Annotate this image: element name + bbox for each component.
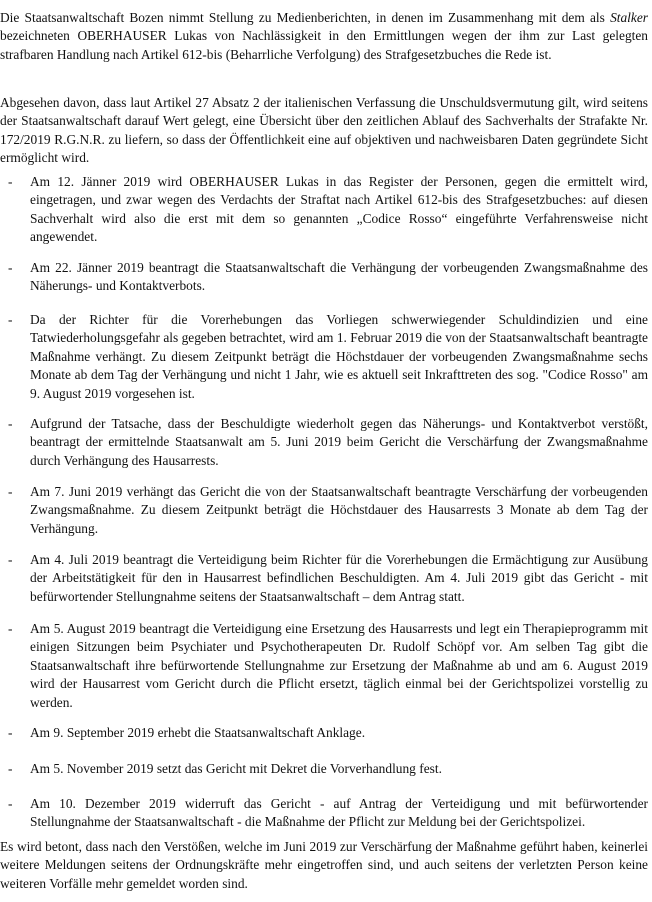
- bullet-dash: -: [8, 260, 13, 275]
- bullet-dash: -: [8, 312, 13, 327]
- timeline-item: [0, 724, 648, 742]
- bullet-dash: -: [8, 552, 13, 567]
- timeline-item-text: Am 7. Juni 2019 verhängt das Gericht die von der Staatsanwaltschaft beantragte Verschärfung der vorbeugenden Zwangsmaßnahme. Zu diesem Zeitpunkt beträgt die Höchstdauer des Hausarrests 3 Monate ab dem Tag der Verhängung.: [30, 484, 648, 536]
- timeline-item: [0, 483, 648, 538]
- timeline-item: [0, 311, 648, 403]
- bullet-dash: -: [8, 725, 13, 740]
- bullet-dash: -: [8, 484, 13, 499]
- intro-paragraph: [0, 9, 648, 64]
- context-paragraph: Abgesehen davon, dass laut Artikel 27 Absatz 2 der italienischen Verfassung die Unschuldsvermutung gilt, wird seitens der Staatsanwaltschaft darauf Wert gelegt, eine Übersicht über den zeitlichen Ablauf des Sachverhalts der Strafakte Nr. 172/2019 R.G.N.R. zu liefern, so dass der Öffentlichkeit eine auf objektiven und nachweisbaren Daten gegründete Sicht ermöglicht wird.: [0, 95, 648, 166]
- timeline-item: [0, 795, 648, 832]
- timeline-item: [0, 551, 648, 606]
- timeline-item-text: Am 5. August 2019 beantragt die Verteidigung eine Ersetzung des Hausarrests und legt ein Therapieprogramm mit einigen Sitzungen beim Psychiater und Psychotherapeuten Dr. Rudolf Schöpf vor. Am selben Tag gibt die Staatsanwaltschaft ihre befürwortende Stellungnahme zur Ersetzung der Maßnahme ab und am 6. August 2019 wird der Hausarrest vom Gericht durch die Pflicht ersetzt, täglich einmal bei der Gerichtspolizei vorstellig zu werden.: [30, 621, 648, 710]
- timeline-item: [0, 173, 648, 247]
- bullet-dash: -: [8, 416, 13, 431]
- bullet-dash: -: [8, 761, 13, 776]
- timeline-item-text: Am 22. Jänner 2019 beantragt die Staatsanwaltschaft die Verhängung der vorbeugenden Zwangsmaßnahme des Näherungs- und Kontaktverbots.: [30, 260, 648, 294]
- timeline-item-text: Am 10. Dezember 2019 widerruft das Gericht - auf Antrag der Verteidigung und mit befürwortender Stellungnahme der Staatsanwaltschaft - die Maßnahme der Pflicht zur Meldung bei der Gerichtspolizei.: [30, 796, 648, 830]
- timeline-item: [0, 415, 648, 470]
- timeline-item-text: Am 4. Juli 2019 beantragt die Verteidigung beim Richter für die Vorerhebungen die Ermächtigung zur Ausübung der Arbeitstätigkeit für den in Hausarrest befindlichen Beschuldigten. Am 4. Juli 2019 gibt das Gericht - mit befürwortender Stellungnahme seitens der Staatsanwaltschaft – dem Antrag statt.: [30, 552, 648, 604]
- bullet-dash: -: [8, 174, 13, 189]
- bullet-dash: -: [8, 796, 13, 811]
- timeline-item: [0, 620, 648, 712]
- stalker-term: Stalker: [610, 10, 648, 25]
- intro-text-start: Die Staatsanwaltschaft Bozen nimmt Stellung zu Medienberichten, in denen im Zusammenhang mit dem als: [0, 10, 605, 25]
- timeline-item-text: Am 12. Jänner 2019 wird OBERHAUSER Lukas in das Register der Personen, gegen die ermittelt wird, eingetragen, und zwar wegen des Verdachts der Straftat nach Artikel 612-bis des Strafgesetzbuches: auf diesen Sachverhalt wird also die erst mit dem so genannten „Codice Rosso“ eingeführte Verfahrensweise nicht angewendet.: [30, 174, 648, 245]
- intro-text-end: bezeichneten OBERHAUSER Lukas von Nachlässigkeit in den Ermittlungen wegen der ihm zur Last gelegten strafbaren Handlung nach Artikel 612-bis (Beharrliche Verfolgung) des Strafgesetzbuches die Rede ist.: [0, 28, 648, 62]
- timeline-item-text: Am 9. September 2019 erhebt die Staatsanwaltschaft Anklage.: [30, 725, 366, 740]
- timeline-item-text: Am 5. November 2019 setzt das Gericht mit Dekret die Vorverhandlung fest.: [30, 761, 442, 776]
- bullet-dash: -: [8, 621, 13, 636]
- closing-paragraph: Es wird betont, dass nach den Verstößen, welche im Juni 2019 zur Verschärfung der Maßnahme geführt haben, keinerlei weitere Meldungen seitens der Ordnungskräfte mehr eingetroffen sind, und auch seitens der verletzten Person keine weiteren Vorfälle mehr gemeldet worden sind.: [0, 839, 648, 891]
- timeline-item: [0, 259, 648, 296]
- timeline-item-text: Da der Richter für die Vorerhebungen das Vorliegen schwerwiegender Schuldindizien und eine Tatwiederholungsgefahr als gegeben betrachtet, wird am 1. Februar 2019 die von der Staatsanwaltschaft beantragte Maßnahme verhängt. Zu diesem Zeitpunkt beträgt die Höchstdauer der vorbeugenden Zwangsmaßnahme sechs Monate ab dem Tag der Verhängung und nicht 1 Jahr, wie es aktuell seit Inkrafttreten des sog. "Codice Rosso" am 9. August 2019 vorgesehen ist.: [30, 312, 648, 401]
- timeline-item-text: Aufgrund der Tatsache, dass der Beschuldigte wiederholt gegen das Näherungs- und Kontaktverbot verstößt, beantragt der ermittelnde Staatsanwalt am 5. Juni 2019 beim Gericht die Verschärfung der Zwangsmaßnahme durch Verhängung des Hausarrests.: [30, 416, 648, 468]
- timeline-item: [0, 760, 648, 778]
